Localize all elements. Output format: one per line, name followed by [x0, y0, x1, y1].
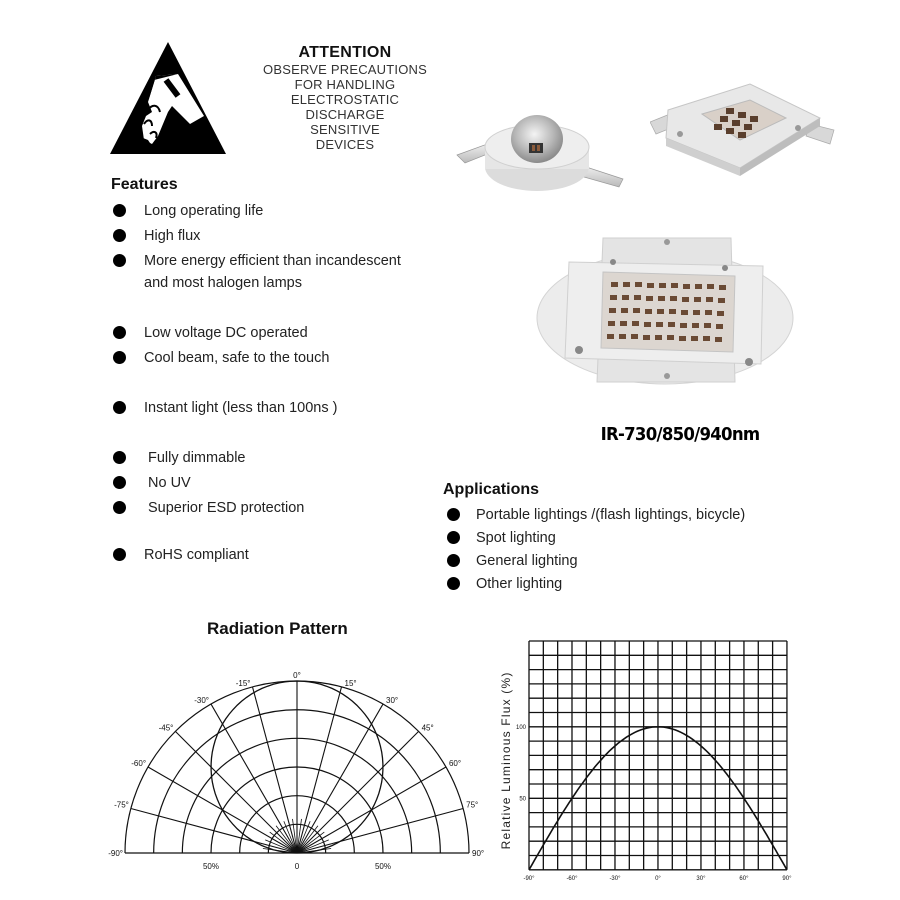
product-image-1w-emitter	[455, 105, 630, 195]
bullet-icon	[447, 531, 460, 544]
svg-text:-90°: -90°	[523, 875, 535, 882]
svg-text:0°: 0°	[293, 671, 301, 680]
feature-item: RoHS compliant	[113, 543, 451, 566]
svg-text:75°: 75°	[466, 800, 479, 810]
svg-text:90°: 90°	[782, 875, 792, 882]
esd-warning-icon	[108, 40, 228, 158]
features-title: Features	[111, 176, 178, 193]
attention-line: DISCHARGE	[305, 107, 385, 122]
svg-text:30°: 30°	[696, 875, 706, 882]
svg-text:-45°: -45°	[158, 723, 174, 733]
bullet-icon	[113, 204, 126, 217]
applications-title: Applications	[443, 481, 540, 498]
svg-text:45°: 45°	[421, 723, 434, 733]
feature-item-continuation: and most halogen lamps	[144, 275, 302, 291]
feature-item: More energy efficient than incandescent	[113, 249, 451, 272]
bullet-icon	[113, 254, 126, 267]
svg-text:-60°: -60°	[566, 875, 578, 882]
feature-item: Cool beam, safe to the touch	[113, 346, 451, 369]
attention-line: SENSITIVE	[310, 122, 380, 137]
feature-item: Low voltage DC operated	[113, 321, 451, 344]
bullet-icon	[113, 501, 126, 514]
model-wavelength-label: IR-730/850/940nm	[600, 424, 760, 445]
svg-text:100: 100	[515, 724, 526, 731]
bullet-icon	[447, 577, 460, 590]
application-item: General lighting	[447, 549, 803, 572]
svg-text:30°: 30°	[386, 696, 399, 706]
svg-text:50: 50	[519, 796, 526, 803]
features-section	[111, 176, 451, 566]
application-item: Spot lighting	[447, 526, 803, 549]
bullet-icon	[447, 554, 460, 567]
svg-text:-60°: -60°	[131, 759, 147, 768]
svg-text:0: 0	[294, 862, 300, 871]
esd-attention-notice	[232, 44, 458, 152]
bullet-icon	[113, 451, 126, 464]
attention-line: ELECTROSTATIC	[290, 92, 400, 107]
attention-title: ATTENTION	[298, 44, 392, 61]
product-image-10w-chip	[650, 78, 835, 178]
feature-item: High flux	[113, 224, 451, 247]
feature-item: No UV	[113, 471, 451, 494]
bullet-icon	[447, 508, 460, 521]
bullet-icon	[113, 326, 126, 339]
relative-flux-chart	[490, 630, 800, 890]
feature-item: Superior ESD protection	[113, 496, 451, 519]
svg-text:0°: 0°	[655, 875, 661, 882]
radiation-pattern-title: Radiation Pattern	[207, 619, 348, 638]
svg-text:50%: 50%	[374, 862, 392, 871]
feature-item: Long operating life	[113, 199, 451, 222]
svg-text:-30°: -30°	[194, 696, 209, 706]
application-item: Other lighting	[447, 572, 803, 595]
application-item: Portable lightings /(flash lightings, bicycle)	[447, 503, 803, 526]
svg-text:90°: 90°	[472, 849, 485, 858]
attention-line: OBSERVE PRECAUTIONS	[263, 62, 427, 77]
svg-text:60°: 60°	[448, 759, 462, 768]
bullet-icon	[113, 351, 126, 364]
svg-text:-75°: -75°	[114, 800, 129, 810]
svg-text:60°: 60°	[739, 875, 749, 882]
applications-section	[443, 481, 803, 595]
svg-text:-30°: -30°	[609, 875, 621, 882]
bullet-icon	[113, 476, 126, 489]
attention-line: FOR HANDLING	[294, 77, 396, 92]
bullet-icon	[113, 229, 126, 242]
svg-text:15°: 15°	[344, 678, 357, 688]
attention-line: DEVICES	[315, 137, 375, 152]
svg-text:-15°: -15°	[235, 678, 251, 688]
feature-item: Instant light (less than 100ns )	[113, 396, 451, 419]
svg-text:-90°: -90°	[108, 849, 123, 858]
product-image-50w-chip	[535, 232, 795, 392]
polar-radiation-chart	[100, 660, 500, 875]
feature-item: Fully dimmable	[113, 446, 451, 469]
svg-text:50%: 50%	[202, 862, 220, 871]
bullet-icon	[113, 548, 126, 561]
bullet-icon	[113, 401, 126, 414]
svg-text:Relative Luminous Flux (%): Relative Luminous Flux (%)	[499, 671, 513, 850]
